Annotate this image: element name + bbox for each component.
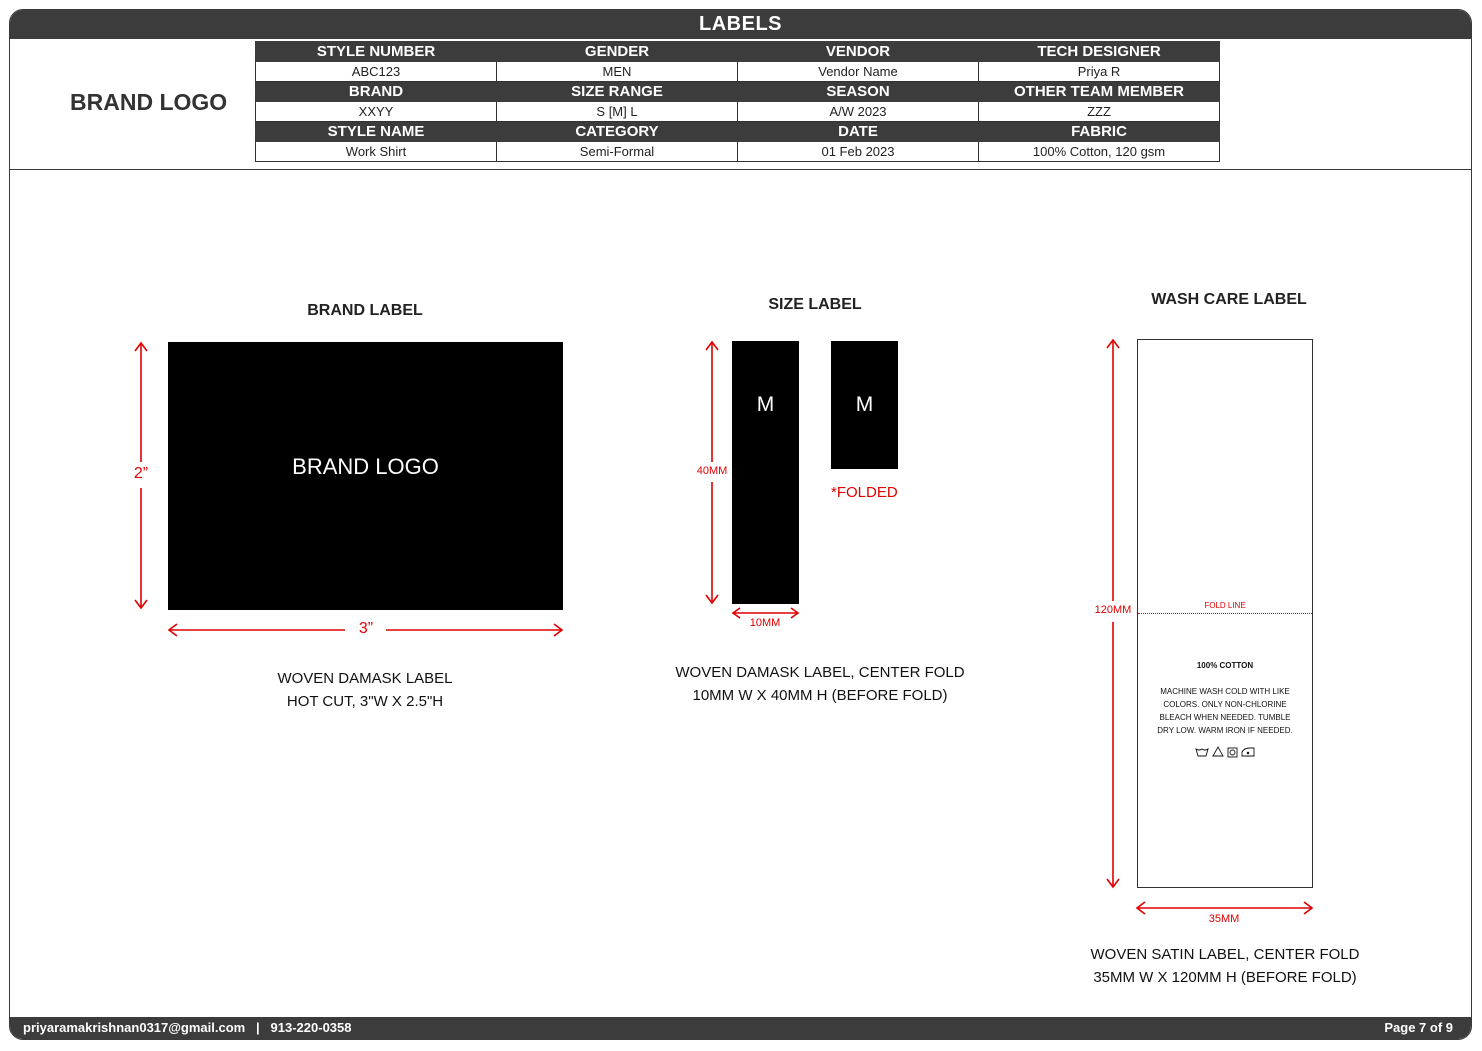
care-icons <box>1194 745 1258 759</box>
size-label-folded-text: M <box>855 393 874 416</box>
care-instructions <box>1138 685 1312 737</box>
spec-label: FABRIC <box>979 122 1220 142</box>
size-label-folded <box>831 341 898 469</box>
spec-value: MEN <box>497 62 738 82</box>
wash-width-label: 35MM <box>1208 913 1240 925</box>
spec-value: A/W 2023 <box>738 102 979 122</box>
size-label-unfolded <box>732 341 799 604</box>
description-line: WOVEN SATIN LABEL, CENTER FOLD <box>1090 946 1360 963</box>
size-height-label: 40MM <box>692 465 732 477</box>
description-line: WOVEN DAMASK LABEL, CENTER FOLD <box>675 664 965 681</box>
spec-label: BRAND <box>256 82 497 102</box>
spec-label: OTHER TEAM MEMBER <box>979 82 1220 102</box>
spec-value: Priya R <box>979 62 1220 82</box>
spec-label: DATE <box>738 122 979 142</box>
wash-cold-icon <box>1196 749 1208 756</box>
size-label-text: M <box>756 393 775 416</box>
care-line: COLORS. ONLY NON-CHLORINE <box>1163 700 1287 709</box>
spec-value: Work Shirt <box>256 142 497 162</box>
fiber-content: 100% COTTON <box>1196 661 1254 670</box>
folded-note: *FOLDED <box>831 484 898 501</box>
brand-width-label: 3” <box>358 620 374 637</box>
spec-label: GENDER <box>497 42 738 62</box>
brand-label-logo-text: BRAND LOGO <box>292 454 439 479</box>
spec-value: 01 Feb 2023 <box>738 142 979 162</box>
spec-value: 100% Cotton, 120 gsm <box>979 142 1220 162</box>
spec-label: SEASON <box>738 82 979 102</box>
description-line: 35MM W X 120MM H (BEFORE FOLD) <box>1093 969 1357 986</box>
spec-label: CATEGORY <box>497 122 738 142</box>
spec-value: ABC123 <box>256 62 497 82</box>
spec-value: Semi-Formal <box>497 142 738 162</box>
wash-care-label-swatch <box>1137 339 1313 888</box>
bleach-icon <box>1213 747 1223 756</box>
size-width-label: 10MM <box>749 617 781 629</box>
spec-value: XXYY <box>256 102 497 122</box>
size-label-title: SIZE LABEL <box>768 296 862 313</box>
description-line: 10MM W X 40MM H (BEFORE FOLD) <box>692 687 948 704</box>
brand-label-description <box>215 667 515 713</box>
spec-label: SIZE RANGE <box>497 82 738 102</box>
page-number: Page 7 of 9 <box>1384 1020 1453 1035</box>
footer-contact: priyaramakrishnan0317@gmail.com | 913-220-0358 <box>23 1020 352 1035</box>
fold-line-label: FOLD LINE <box>1204 601 1246 610</box>
spec-label: VENDOR <box>738 42 979 62</box>
care-line: BLEACH WHEN NEEDED. TUMBLE <box>1159 713 1291 722</box>
description-line: WOVEN DAMASK LABEL <box>277 670 453 687</box>
spec-label: STYLE NUMBER <box>256 42 497 62</box>
page-title: LABELS <box>10 10 1471 39</box>
tumble-dry-icon <box>1228 748 1237 757</box>
spec-label: TECH DESIGNER <box>979 42 1220 62</box>
brand-height-label: 2” <box>133 465 149 482</box>
spec-value: ZZZ <box>979 102 1220 122</box>
brand-label-title: BRAND LABEL <box>307 302 423 319</box>
brand-logo: BRAND LOGO <box>70 89 228 115</box>
wash-care-label-description <box>1065 943 1385 989</box>
care-line: DRY LOW. WARM IRON IF NEEDED. <box>1157 726 1293 735</box>
description-line: HOT CUT, 3"W X 2.5"H <box>286 693 444 710</box>
spec-value: S [M] L <box>497 102 738 122</box>
spec-label: STYLE NAME <box>256 122 497 142</box>
wash-height-label: 120MM <box>1090 604 1136 616</box>
care-line: MACHINE WASH COLD WITH LIKE <box>1160 687 1290 696</box>
fold-line <box>1138 613 1312 614</box>
spec-value: Vendor Name <box>738 62 979 82</box>
size-label-description <box>660 661 980 707</box>
wash-care-label-title: WASH CARE LABEL <box>1151 291 1307 308</box>
